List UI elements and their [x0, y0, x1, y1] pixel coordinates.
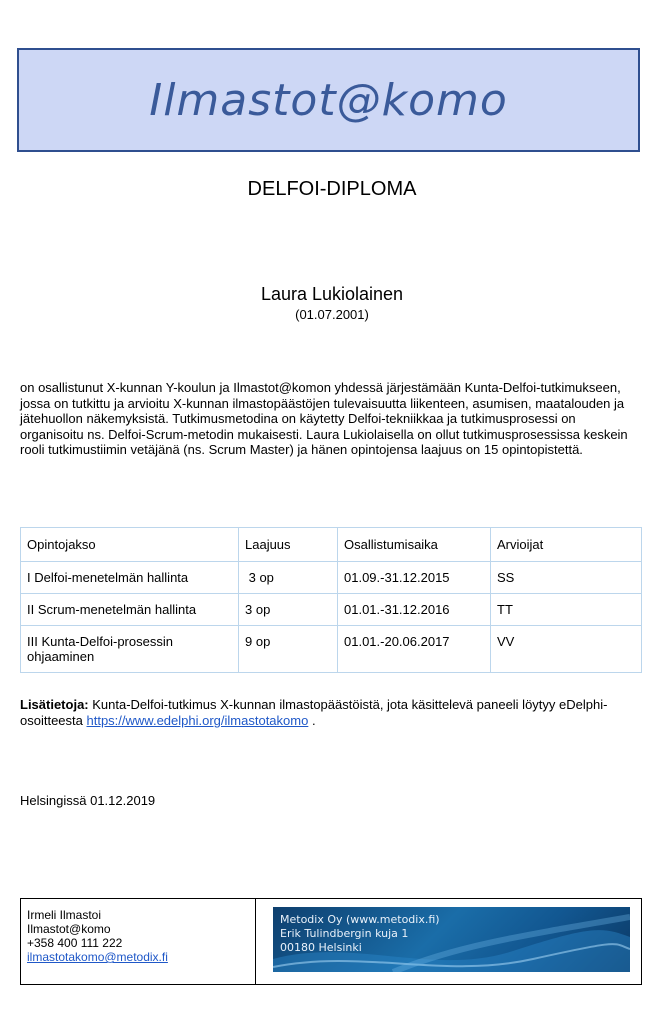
logo-line-street: Erik Tulindbergin kuja 1	[280, 927, 409, 940]
course-scope: 3 op	[239, 562, 338, 594]
contact-phone: +358 400 111 222	[27, 936, 123, 950]
recipient-birthdate: (01.07.2001)	[295, 307, 369, 322]
edelphi-link[interactable]: https://www.edelphi.org/ilmastotakomo	[86, 713, 309, 728]
table-row	[21, 594, 642, 626]
course-period: 01.09.-31.12.2015	[338, 562, 491, 594]
course-table	[20, 527, 642, 673]
info-label: Lisätietoja:	[20, 697, 89, 712]
info-text: Kunta-Delfoi-tutkimus X-kunnan ilmastopäästöistä, jota käsittelevä paneeli löytyy eDelphi-osoitteesta	[20, 697, 608, 728]
contact-org: Ilmastot@komo	[27, 922, 111, 936]
course-period: 01.01.-31.12.2016	[338, 594, 491, 626]
logo-line-city: 00180 Helsinki	[280, 941, 362, 954]
logo-line-company: Metodix Oy (www.metodix.fi)	[280, 913, 440, 926]
header-course: Opintojakso	[21, 528, 239, 562]
header-assessors: Arvioijat	[491, 528, 642, 562]
contact-email-link[interactable]: ilmastotakomo@metodix.fi	[27, 950, 168, 964]
course-scope: 9 op	[239, 626, 338, 673]
table-row	[21, 562, 642, 594]
course-name: III Kunta-Delfoi-prosessin ohjaaminen	[21, 626, 239, 673]
footer-box	[20, 898, 642, 985]
brand-title: Ilmastot@komo	[149, 74, 508, 126]
table-row	[21, 626, 642, 673]
document-title: DELFOI-DIPLOMA	[247, 178, 417, 200]
company-logo	[273, 907, 630, 972]
additional-info	[20, 697, 640, 729]
course-assessor: VV	[491, 626, 642, 673]
course-name: II Scrum-menetelmän hallinta	[21, 594, 239, 626]
company-logo-cell	[256, 899, 641, 984]
info-suffix: .	[308, 713, 316, 728]
place-and-date: Helsingissä 01.12.2019	[20, 793, 156, 808]
course-period: 01.01.-20.06.2017	[338, 626, 491, 673]
header-scope: Laajuus	[239, 528, 338, 562]
table-header-row	[21, 528, 642, 562]
course-assessor: TT	[491, 594, 642, 626]
contact-name: Irmeli Ilmastoi	[27, 908, 102, 922]
header-period: Osallistumisaika	[338, 528, 491, 562]
diploma-body-text: on osallistunut X-kunnan Y-koulun ja Ilmastot@komon yhdessä järjestämään Kunta-Delfoi-tutkimukseen, jossa on tutkittu ja arvioitu X-kunnan ilmastopäästöjen tulevaisuutta liikenteen, asumisen, maatalouden ja jätehuollon näkemyksistä. Tutkimusmetodina on käytetty Delfoi-tekniikkaa ja tutkimusprosessi on organisoitu ns. Delfoi-Scrum-metodin mukaisesti. Laura Lukiolaisella on ollut tutkimusprosessissa keskein rooli tutkimustiimin vetäjänä (ns. Scrum Master) ja hänen opintojensa laajuus on 15 opintopistettä.	[20, 380, 628, 457]
course-assessor: SS	[491, 562, 642, 594]
recipient-name: Laura Lukiolainen	[260, 284, 404, 304]
contact-info	[21, 899, 256, 984]
course-name: I Delfoi-menetelmän hallinta	[21, 562, 239, 594]
brand-banner	[17, 48, 640, 152]
logo-text	[280, 913, 440, 955]
course-scope: 3 op	[239, 594, 338, 626]
